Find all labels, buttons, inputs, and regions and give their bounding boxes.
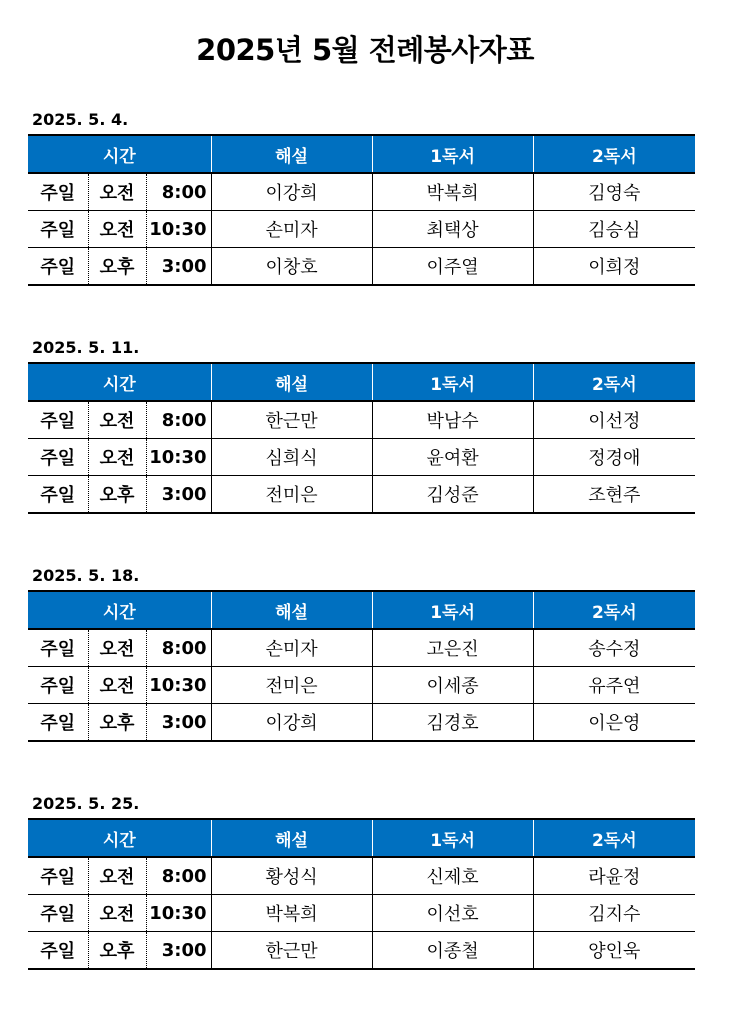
reader1-cell: 박복희 — [372, 173, 533, 211]
time-cell: 8:00 — [146, 401, 211, 439]
reader1-cell: 김성준 — [372, 476, 533, 514]
reader2-cell: 이희정 — [533, 248, 695, 286]
ampm-cell: 오전 — [88, 401, 146, 439]
week-date: 2025. 5. 4. — [32, 110, 129, 129]
week-date: 2025. 5. 25. — [32, 794, 140, 813]
day-cell: 주일 — [28, 476, 88, 514]
table-row — [28, 439, 695, 476]
day-cell: 주일 — [28, 211, 88, 248]
time-cell: 8:00 — [146, 173, 211, 211]
reader2-cell: 조현주 — [533, 476, 695, 514]
time-cell: 10:30 — [146, 895, 211, 932]
reader2-cell: 이선정 — [533, 401, 695, 439]
day-cell: 주일 — [28, 932, 88, 970]
day-cell: 주일 — [28, 248, 88, 286]
week-section — [28, 108, 695, 286]
ampm-cell: 오후 — [88, 248, 146, 286]
table-row — [28, 173, 695, 211]
table-row — [28, 895, 695, 932]
commentary-cell: 손미자 — [211, 629, 372, 667]
ampm-cell: 오전 — [88, 211, 146, 248]
reader1-cell: 김경호 — [372, 704, 533, 742]
schedule-table — [28, 362, 695, 514]
header-reader1: 1독서 — [372, 135, 533, 173]
table-row — [28, 211, 695, 248]
week-section — [28, 336, 695, 514]
table-row — [28, 932, 695, 970]
ampm-cell: 오후 — [88, 932, 146, 970]
reader1-cell: 신제호 — [372, 857, 533, 895]
header-commentary: 해설 — [211, 135, 372, 173]
reader1-cell: 이주열 — [372, 248, 533, 286]
schedule-table — [28, 590, 695, 742]
header-reader1: 1독서 — [372, 819, 533, 857]
header-time: 시간 — [28, 591, 211, 629]
time-cell: 3:00 — [146, 704, 211, 742]
table-header-row — [28, 363, 695, 401]
day-cell: 주일 — [28, 629, 88, 667]
day-cell: 주일 — [28, 895, 88, 932]
commentary-cell: 심희식 — [211, 439, 372, 476]
reader2-cell: 이은영 — [533, 704, 695, 742]
reader2-cell: 김승심 — [533, 211, 695, 248]
ampm-cell: 오후 — [88, 476, 146, 514]
ampm-cell: 오전 — [88, 667, 146, 704]
reader1-cell: 이선호 — [372, 895, 533, 932]
header-time: 시간 — [28, 135, 211, 173]
table-row — [28, 248, 695, 286]
day-cell: 주일 — [28, 439, 88, 476]
reader2-cell: 김지수 — [533, 895, 695, 932]
day-cell: 주일 — [28, 667, 88, 704]
reader2-cell: 김영숙 — [533, 173, 695, 211]
time-cell: 10:30 — [146, 667, 211, 704]
reader1-cell: 이종철 — [372, 932, 533, 970]
time-cell: 10:30 — [146, 439, 211, 476]
table-header-row — [28, 819, 695, 857]
commentary-cell: 박복희 — [211, 895, 372, 932]
page-title: 2025년 5월 전례봉사자표 — [196, 33, 534, 67]
reader1-cell: 이세종 — [372, 667, 533, 704]
header-reader2: 2독서 — [533, 135, 695, 173]
week-section — [28, 564, 695, 742]
header-commentary: 해설 — [211, 591, 372, 629]
reader2-cell: 유주연 — [533, 667, 695, 704]
table-row — [28, 704, 695, 742]
commentary-cell: 황성식 — [211, 857, 372, 895]
commentary-cell: 전미은 — [211, 667, 372, 704]
reader1-cell: 박남수 — [372, 401, 533, 439]
ampm-cell: 오전 — [88, 857, 146, 895]
time-cell: 8:00 — [146, 629, 211, 667]
time-cell: 3:00 — [146, 476, 211, 514]
commentary-cell: 이강희 — [211, 704, 372, 742]
reader2-cell: 라윤정 — [533, 857, 695, 895]
table-row — [28, 401, 695, 439]
header-reader2: 2독서 — [533, 591, 695, 629]
table-header-row — [28, 135, 695, 173]
commentary-cell: 한근만 — [211, 401, 372, 439]
header-time: 시간 — [28, 819, 211, 857]
schedule-table — [28, 134, 695, 286]
header-reader2: 2독서 — [533, 363, 695, 401]
schedule-table — [28, 818, 695, 970]
day-cell: 주일 — [28, 173, 88, 211]
day-cell: 주일 — [28, 704, 88, 742]
header-reader2: 2독서 — [533, 819, 695, 857]
week-date: 2025. 5. 11. — [32, 338, 140, 357]
header-commentary: 해설 — [211, 363, 372, 401]
table-row — [28, 667, 695, 704]
commentary-cell: 이강희 — [211, 173, 372, 211]
commentary-cell: 이창호 — [211, 248, 372, 286]
week-section — [28, 792, 695, 970]
day-cell: 주일 — [28, 401, 88, 439]
reader2-cell: 송수정 — [533, 629, 695, 667]
header-reader1: 1독서 — [372, 363, 533, 401]
ampm-cell: 오전 — [88, 895, 146, 932]
table-row — [28, 629, 695, 667]
table-header-row — [28, 591, 695, 629]
time-cell: 3:00 — [146, 932, 211, 970]
day-cell: 주일 — [28, 857, 88, 895]
commentary-cell: 손미자 — [211, 211, 372, 248]
header-commentary: 해설 — [211, 819, 372, 857]
ampm-cell: 오전 — [88, 629, 146, 667]
week-date: 2025. 5. 18. — [32, 566, 140, 585]
table-row — [28, 857, 695, 895]
commentary-cell: 한근만 — [211, 932, 372, 970]
header-time: 시간 — [28, 363, 211, 401]
time-cell: 10:30 — [146, 211, 211, 248]
reader1-cell: 윤여환 — [372, 439, 533, 476]
reader2-cell: 정경애 — [533, 439, 695, 476]
table-row — [28, 476, 695, 514]
time-cell: 3:00 — [146, 248, 211, 286]
reader1-cell: 고은진 — [372, 629, 533, 667]
reader2-cell: 양인욱 — [533, 932, 695, 970]
time-cell: 8:00 — [146, 857, 211, 895]
ampm-cell: 오전 — [88, 173, 146, 211]
header-reader1: 1독서 — [372, 591, 533, 629]
commentary-cell: 전미은 — [211, 476, 372, 514]
ampm-cell: 오전 — [88, 439, 146, 476]
ampm-cell: 오후 — [88, 704, 146, 742]
reader1-cell: 최택상 — [372, 211, 533, 248]
